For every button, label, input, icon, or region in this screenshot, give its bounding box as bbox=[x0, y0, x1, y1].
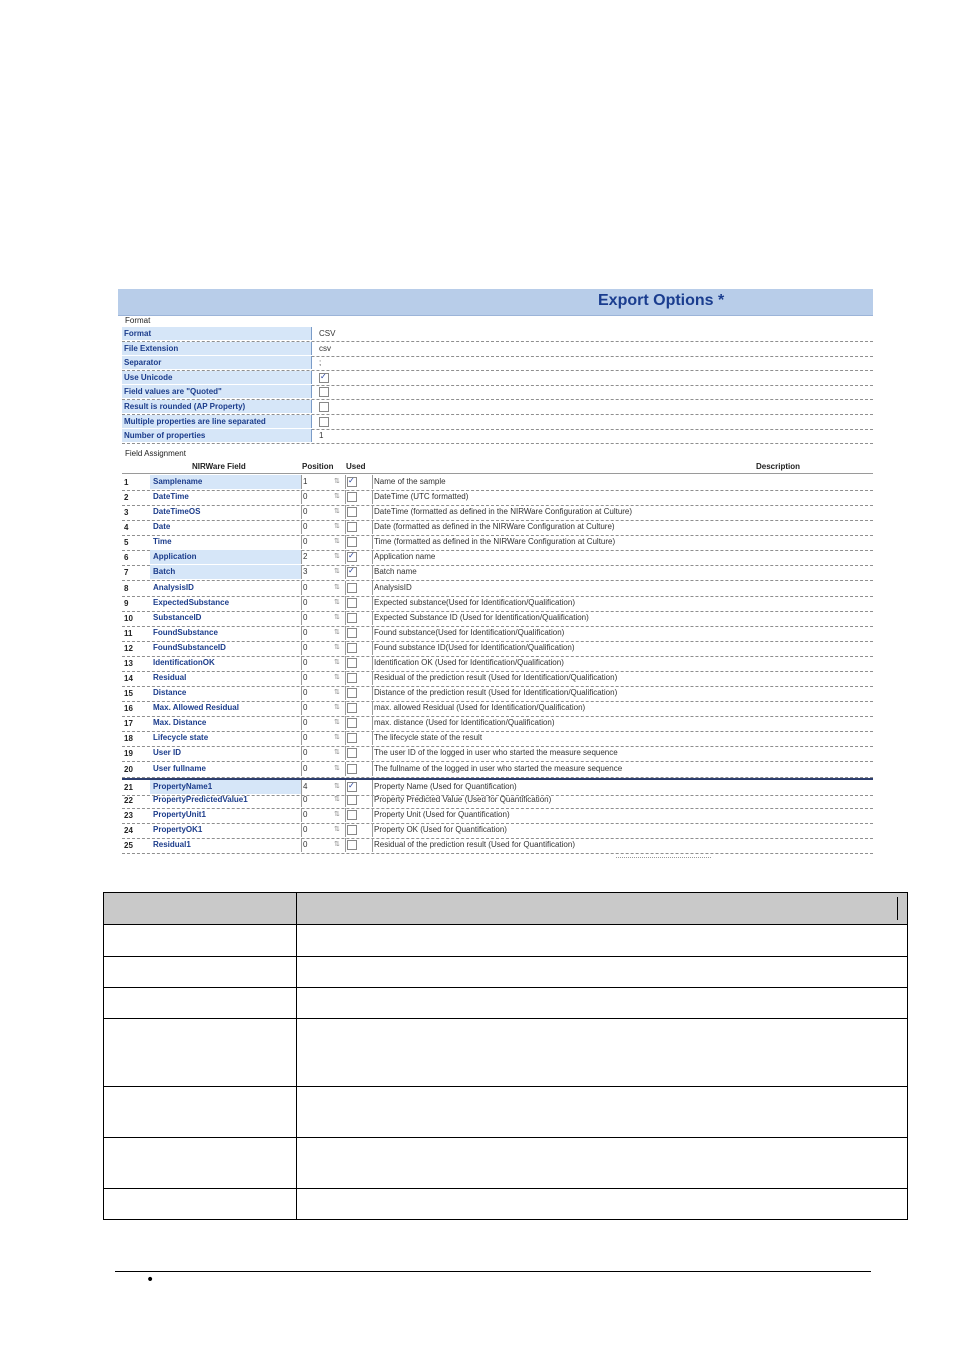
field-row-name: Max. Allowed Residual bbox=[150, 701, 302, 715]
format-row-label: File Extension bbox=[122, 342, 312, 355]
field-row-name: FoundSubstance bbox=[150, 626, 302, 640]
horizontal-scrollbar[interactable] bbox=[616, 857, 711, 863]
field-row-number: 6 bbox=[124, 553, 129, 563]
spinner-arrows-icon[interactable]: ⇅ bbox=[334, 643, 340, 651]
field-row-name: Date bbox=[150, 520, 302, 534]
field-row-position-input[interactable]: 0 bbox=[300, 490, 346, 504]
field-row-number: 18 bbox=[124, 734, 133, 744]
field-row-position-input[interactable]: 0 bbox=[300, 611, 346, 625]
field-row-used-cell bbox=[344, 641, 373, 655]
table-cell bbox=[104, 1189, 297, 1219]
field-row-description: Property Predicted Value (Used for Quantification) bbox=[374, 794, 552, 804]
field-row-position-input[interactable]: 0 bbox=[300, 505, 346, 519]
field-row-used-cell bbox=[344, 535, 373, 549]
field-row-description: Expected Substance ID (Used for Identification/Qualification) bbox=[374, 612, 589, 622]
table-row bbox=[103, 924, 908, 957]
field-row[interactable] bbox=[122, 671, 873, 687]
field-row[interactable] bbox=[122, 550, 873, 566]
field-row-used-checkbox[interactable] bbox=[347, 567, 357, 577]
column-header-used: Used bbox=[346, 462, 366, 471]
field-row-used-cell bbox=[344, 596, 373, 610]
field-row-used-checkbox[interactable] bbox=[347, 748, 357, 758]
field-row-used-checkbox[interactable] bbox=[347, 522, 357, 532]
field-row[interactable] bbox=[122, 535, 873, 551]
spinner-arrows-icon[interactable]: ⇅ bbox=[334, 523, 340, 531]
spinner-arrows-icon[interactable]: ⇅ bbox=[334, 689, 340, 697]
field-row-used-cell bbox=[344, 475, 373, 489]
field-row-name: Samplename bbox=[150, 475, 302, 489]
format-row-value[interactable]: 1 bbox=[319, 431, 324, 441]
field-row-number: 3 bbox=[124, 508, 129, 518]
field-row-number: 4 bbox=[124, 523, 129, 533]
field-row-name: Application bbox=[150, 550, 302, 564]
field-row-number: 22 bbox=[124, 795, 133, 805]
field-row-used-cell bbox=[344, 762, 373, 776]
field-row-position-input[interactable]: 4 bbox=[300, 780, 346, 794]
field-row-name: SubstanceID bbox=[150, 611, 302, 625]
spinner-arrows-icon[interactable]: ⇅ bbox=[334, 628, 340, 636]
field-row-used-cell bbox=[344, 626, 373, 640]
field-row-position-input[interactable]: 0 bbox=[300, 793, 346, 807]
field-row-number: 17 bbox=[124, 719, 133, 729]
field-row-position-input[interactable]: 0 bbox=[300, 671, 346, 685]
format-row-label: Number of properties bbox=[122, 429, 312, 442]
spinner-arrows-icon[interactable]: ⇅ bbox=[334, 749, 340, 757]
field-row[interactable] bbox=[122, 490, 873, 506]
field-row[interactable] bbox=[122, 762, 873, 778]
field-row-used-cell bbox=[344, 656, 373, 670]
field-row-used-checkbox[interactable] bbox=[347, 583, 357, 593]
field-row[interactable] bbox=[122, 475, 873, 491]
format-row[interactable] bbox=[122, 385, 873, 400]
format-row[interactable] bbox=[122, 371, 873, 386]
field-row-used-cell bbox=[344, 565, 373, 579]
field-row-used-cell bbox=[344, 581, 373, 595]
field-row-number: 11 bbox=[124, 628, 133, 638]
column-header-description: Description bbox=[756, 462, 801, 471]
field-row-number: 14 bbox=[124, 674, 133, 684]
field-row-description: Property Name (Used for Quantification) bbox=[374, 781, 517, 791]
field-row-number: 20 bbox=[124, 764, 133, 774]
field-assignment-header bbox=[122, 460, 873, 474]
field-row-description: Property OK (Used for Quantification) bbox=[374, 824, 507, 834]
format-row-label: Multiple properties are line separated bbox=[122, 415, 312, 428]
field-row-name: Distance bbox=[150, 686, 302, 700]
table-row bbox=[103, 988, 908, 1019]
field-row-name: DateTime bbox=[150, 490, 302, 504]
field-row-name: Max. Distance bbox=[150, 716, 302, 730]
field-row-name: User ID bbox=[150, 746, 302, 760]
field-row[interactable] bbox=[122, 808, 873, 824]
field-row-number: 7 bbox=[124, 568, 129, 578]
field-row-used-checkbox[interactable] bbox=[347, 795, 357, 805]
field-row-used-cell bbox=[344, 611, 373, 625]
spinner-arrows-icon[interactable]: ⇅ bbox=[334, 538, 340, 546]
spinner-arrows-icon[interactable]: ⇅ bbox=[334, 613, 340, 621]
field-row-description: Time (formatted as defined in the NIRWare Configuration at Culture) bbox=[374, 537, 616, 547]
field-row[interactable] bbox=[122, 626, 873, 642]
spinner-arrows-icon[interactable]: ⇅ bbox=[334, 553, 340, 561]
field-row[interactable] bbox=[122, 793, 873, 809]
field-row-used-cell bbox=[344, 746, 373, 760]
field-row-number: 15 bbox=[124, 689, 133, 699]
field-row-used-checkbox[interactable] bbox=[347, 613, 357, 623]
table-row bbox=[103, 1019, 908, 1087]
field-row-name: IdentificationOK bbox=[150, 656, 302, 670]
field-row-description: Found substance ID(Used for Identification/Qualification) bbox=[374, 642, 575, 652]
field-row[interactable] bbox=[122, 746, 873, 762]
field-row-used-checkbox[interactable] bbox=[347, 703, 357, 713]
field-row-description: AnalysisID bbox=[374, 582, 412, 592]
format-row-label: Field values are "Quoted" bbox=[122, 385, 312, 398]
table-cell bbox=[104, 957, 297, 987]
field-row-used-cell bbox=[344, 808, 373, 822]
field-row-description: Residual of the prediction result (Used for Quantification) bbox=[374, 839, 575, 849]
table-cell bbox=[104, 893, 297, 924]
spinner-arrows-icon[interactable]: ⇅ bbox=[334, 825, 340, 833]
field-row-used-cell bbox=[344, 838, 373, 852]
window-title: Export Options * bbox=[598, 292, 725, 309]
table-row bbox=[103, 1189, 908, 1220]
spinner-arrows-icon[interactable]: ⇅ bbox=[334, 598, 340, 606]
field-row-used-checkbox[interactable] bbox=[347, 537, 357, 547]
field-row-used-checkbox[interactable] bbox=[347, 840, 357, 850]
spinner-arrows-icon[interactable]: ⇅ bbox=[334, 583, 340, 591]
field-row-used-cell bbox=[344, 731, 373, 745]
field-row-used-checkbox[interactable] bbox=[347, 552, 357, 562]
field-row-description: Batch name bbox=[374, 567, 417, 577]
format-row[interactable] bbox=[122, 342, 873, 357]
format-group-title: Format bbox=[125, 316, 151, 325]
field-row-description: max. distance (Used for Identification/Qualification) bbox=[374, 718, 555, 728]
format-row-label: Use Unicode bbox=[122, 371, 312, 384]
field-row-position-input[interactable]: 0 bbox=[300, 581, 346, 595]
field-row-number: 1 bbox=[124, 478, 129, 487]
document-table bbox=[103, 892, 908, 1220]
field-row-number: 16 bbox=[124, 704, 133, 714]
field-row[interactable] bbox=[122, 823, 873, 839]
column-header-position: Position bbox=[302, 462, 334, 471]
field-row-position-input[interactable]: 0 bbox=[300, 808, 346, 822]
field-row-description: Application name bbox=[374, 552, 436, 562]
field-row-used-cell bbox=[344, 671, 373, 685]
field-row-used-checkbox[interactable] bbox=[347, 673, 357, 683]
spinner-arrows-icon[interactable]: ⇅ bbox=[334, 508, 340, 516]
field-row[interactable] bbox=[122, 838, 873, 854]
footer-bullet: • bbox=[146, 1272, 155, 1288]
field-row-used-checkbox[interactable] bbox=[347, 782, 357, 792]
table-cell bbox=[104, 1138, 297, 1188]
field-row-used-checkbox[interactable] bbox=[347, 764, 357, 774]
field-row[interactable] bbox=[122, 656, 873, 672]
field-row-position-input[interactable]: 0 bbox=[300, 838, 346, 852]
field-assignment-group-title: Field Assignment bbox=[125, 449, 186, 458]
field-row-number: 19 bbox=[124, 749, 133, 759]
field-row-name: PropertyName1 bbox=[150, 780, 302, 794]
field-row[interactable] bbox=[122, 701, 873, 717]
field-row-used-cell bbox=[344, 490, 373, 504]
format-row-label: Separator bbox=[122, 356, 312, 369]
field-row-name: DateTimeOS bbox=[150, 505, 302, 519]
format-row[interactable] bbox=[122, 327, 873, 342]
field-row-number: 21 bbox=[124, 782, 133, 792]
format-row[interactable] bbox=[122, 429, 873, 444]
field-row-position-input[interactable]: 0 bbox=[300, 520, 346, 534]
field-row-used-cell bbox=[344, 793, 373, 807]
spinner-arrows-icon[interactable]: ⇅ bbox=[334, 840, 340, 848]
field-row-description: Identification OK (Used for Identification/Qualification) bbox=[374, 657, 564, 667]
field-row-name: ExpectedSubstance bbox=[150, 596, 302, 610]
format-row-value[interactable]: csv bbox=[319, 343, 331, 353]
format-row-value[interactable]: ; bbox=[319, 358, 322, 368]
spinner-arrows-icon[interactable]: ⇅ bbox=[334, 782, 340, 790]
field-row-name: FoundSubstanceID bbox=[150, 641, 302, 655]
field-row[interactable] bbox=[122, 520, 873, 536]
field-row-number: 23 bbox=[124, 810, 133, 820]
field-row-number: 9 bbox=[124, 598, 129, 608]
format-row-checkbox[interactable] bbox=[319, 417, 329, 427]
field-row[interactable] bbox=[122, 641, 873, 657]
table-cell bbox=[104, 924, 297, 956]
field-row-position-input[interactable]: 0 bbox=[300, 731, 346, 745]
field-row-used-cell bbox=[344, 701, 373, 715]
spinner-arrows-icon[interactable]: ⇅ bbox=[334, 734, 340, 742]
field-row-used-cell bbox=[344, 823, 373, 837]
field-row-used-checkbox[interactable] bbox=[347, 507, 357, 517]
field-row[interactable] bbox=[122, 611, 873, 627]
field-row-used-cell bbox=[344, 550, 373, 564]
field-row-used-checkbox[interactable] bbox=[347, 688, 357, 698]
format-row[interactable] bbox=[122, 415, 873, 430]
field-row-description: Residual of the prediction result (Used for Identification/Qualification) bbox=[374, 673, 618, 683]
field-row-description: Distance of the prediction result (Used for Identification/Qualification) bbox=[374, 688, 618, 698]
field-row-description: DateTime (formatted as defined in the NIRWare Configuration at Culture) bbox=[374, 507, 633, 517]
field-row[interactable] bbox=[122, 581, 873, 597]
spinner-arrows-icon[interactable]: ⇅ bbox=[334, 810, 340, 818]
field-row-position-input[interactable]: 3 bbox=[300, 565, 346, 579]
table-cell bbox=[104, 1019, 297, 1086]
field-row-position-input[interactable]: 0 bbox=[300, 535, 346, 549]
field-row-description: Found substance(Used for Identification/Qualification) bbox=[374, 627, 565, 637]
field-row-name: Residual1 bbox=[150, 838, 302, 852]
table-cell bbox=[104, 988, 297, 1018]
field-row-position-input[interactable]: 0 bbox=[300, 823, 346, 837]
field-row-position-input[interactable]: 0 bbox=[300, 626, 346, 640]
export-options-window bbox=[116, 289, 873, 864]
field-row-name: AnalysisID bbox=[150, 581, 302, 595]
field-row-description: The fullname of the logged in user who started the measure sequence bbox=[374, 763, 623, 773]
table-row bbox=[103, 957, 908, 988]
field-row-name: PropertyUnit1 bbox=[150, 808, 302, 822]
format-row-checkbox[interactable] bbox=[319, 387, 329, 397]
table-cell bbox=[104, 1087, 297, 1137]
field-row-description: Name of the sample bbox=[374, 477, 446, 486]
field-row-name: Time bbox=[150, 535, 302, 549]
format-row-checkbox[interactable] bbox=[319, 373, 329, 383]
field-row-number: 12 bbox=[124, 643, 133, 653]
field-row-name: Residual bbox=[150, 671, 302, 685]
field-row-used-checkbox[interactable] bbox=[347, 643, 357, 653]
field-row-position-input[interactable]: 2 bbox=[300, 550, 346, 564]
spinner-arrows-icon[interactable]: ⇅ bbox=[334, 719, 340, 727]
footer-rule bbox=[115, 1271, 871, 1272]
field-row-description: The user ID of the logged in user who started the measure sequence bbox=[374, 748, 618, 758]
field-row-position-input[interactable]: 0 bbox=[300, 762, 346, 776]
field-row-position-input[interactable]: 0 bbox=[300, 716, 346, 730]
spinner-arrows-icon[interactable]: ⇅ bbox=[334, 764, 340, 772]
spinner-arrows-icon[interactable]: ⇅ bbox=[334, 478, 340, 485]
format-row-label: Result is rounded (AP Property) bbox=[122, 400, 312, 413]
field-row-position-input[interactable]: 1 bbox=[300, 475, 346, 489]
field-row[interactable] bbox=[122, 716, 873, 732]
field-row-position-input[interactable]: 0 bbox=[300, 746, 346, 760]
table-row bbox=[103, 1087, 908, 1138]
field-row-position-input[interactable]: 0 bbox=[300, 641, 346, 655]
spinner-arrows-icon[interactable]: ⇅ bbox=[334, 568, 340, 576]
field-row-used-cell bbox=[344, 505, 373, 519]
document-table-header bbox=[103, 892, 908, 925]
title-bar bbox=[118, 289, 873, 316]
spinner-arrows-icon[interactable]: ⇅ bbox=[334, 674, 340, 682]
table-divider bbox=[897, 897, 898, 920]
field-row-used-checkbox[interactable] bbox=[347, 825, 357, 835]
field-row-number: 25 bbox=[124, 840, 133, 850]
field-row-used-cell bbox=[344, 780, 373, 794]
field-row-number: 5 bbox=[124, 538, 129, 548]
field-row-name: PropertyPredictedValue1 bbox=[150, 793, 302, 807]
format-row-value[interactable]: CSV bbox=[319, 329, 336, 338]
field-row-description: Property Unit (Used for Quantification) bbox=[374, 809, 510, 819]
spinner-arrows-icon[interactable]: ⇅ bbox=[334, 493, 340, 501]
field-row-used-checkbox[interactable] bbox=[347, 810, 357, 820]
spinner-arrows-icon[interactable]: ⇅ bbox=[334, 658, 340, 666]
field-row-number: 13 bbox=[124, 658, 133, 668]
field-row-used-checkbox[interactable] bbox=[347, 492, 357, 502]
column-header-field: NIRWare Field bbox=[192, 462, 246, 471]
field-row-number: 2 bbox=[124, 493, 129, 503]
field-row[interactable] bbox=[122, 565, 873, 581]
field-row-number: 10 bbox=[124, 613, 133, 623]
field-row-number: 8 bbox=[124, 583, 129, 593]
spinner-arrows-icon[interactable]: ⇅ bbox=[334, 795, 340, 803]
field-row-description: Expected substance(Used for Identification/Qualification) bbox=[374, 597, 575, 607]
field-row-description: Date (formatted as defined in the NIRWare Configuration at Culture) bbox=[374, 522, 615, 532]
field-row-number: 24 bbox=[124, 825, 133, 835]
field-row[interactable] bbox=[122, 505, 873, 521]
table-row bbox=[103, 1138, 908, 1189]
field-row-position-input[interactable]: 0 bbox=[300, 686, 346, 700]
field-row-name: Lifecycle state bbox=[150, 731, 302, 745]
format-row-checkbox[interactable] bbox=[319, 402, 329, 412]
field-row-used-checkbox[interactable] bbox=[347, 598, 357, 608]
field-row-name: PropertyOK1 bbox=[150, 823, 302, 837]
field-row-used-checkbox[interactable] bbox=[347, 733, 357, 743]
field-row[interactable] bbox=[122, 596, 873, 612]
field-row-used-cell bbox=[344, 686, 373, 700]
field-row-name: Batch bbox=[150, 565, 302, 579]
field-row-name: User fullname bbox=[150, 762, 302, 776]
field-row[interactable] bbox=[122, 686, 873, 702]
field-row-used-checkbox[interactable] bbox=[347, 477, 357, 487]
format-row[interactable] bbox=[122, 356, 873, 371]
format-row-label: Format bbox=[122, 327, 312, 340]
field-row-used-checkbox[interactable] bbox=[347, 718, 357, 728]
spinner-arrows-icon[interactable]: ⇅ bbox=[334, 704, 340, 712]
field-row-used-checkbox[interactable] bbox=[347, 658, 357, 668]
field-row[interactable] bbox=[122, 731, 873, 747]
field-row-position-input[interactable]: 0 bbox=[300, 656, 346, 670]
field-row-position-input[interactable]: 0 bbox=[300, 701, 346, 715]
field-row-description: The lifecycle state of the result bbox=[374, 733, 483, 743]
field-row-used-cell bbox=[344, 716, 373, 730]
field-row-used-checkbox[interactable] bbox=[347, 628, 357, 638]
field-row-description: DateTime (UTC formatted) bbox=[374, 492, 469, 502]
field-row-description: max. allowed Residual (Used for Identification/Qualification) bbox=[374, 703, 586, 713]
field-row-used-cell bbox=[344, 520, 373, 534]
format-row[interactable] bbox=[122, 400, 873, 415]
field-row-position-input[interactable]: 0 bbox=[300, 596, 346, 610]
